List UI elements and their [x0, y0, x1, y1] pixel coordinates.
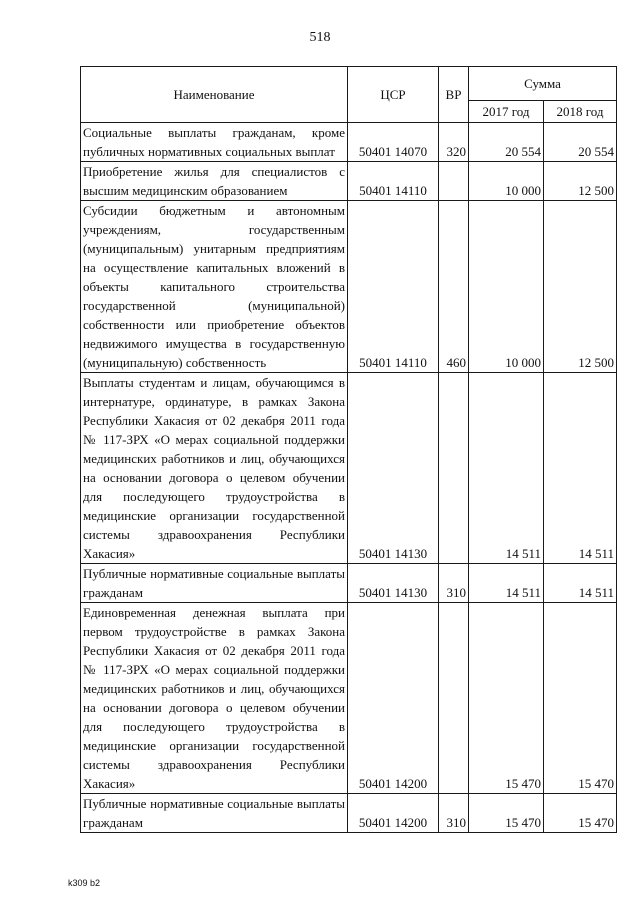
row-name: Публичные нормативные социальные выплаты гражданам — [81, 564, 348, 603]
row-sum-2017: 20 554 — [469, 123, 544, 162]
row-vr — [439, 603, 469, 794]
row-sum-2017: 14 511 — [469, 564, 544, 603]
table-row — [81, 794, 617, 833]
row-name: Публичные нормативные социальные выплаты гражданам — [81, 794, 348, 833]
header-year-2017: 2017 год — [469, 101, 544, 123]
row-vr: 310 — [439, 794, 469, 833]
row-name: Социальные выплаты гражданам, кроме публичных нормативных социальных выплат — [81, 123, 348, 162]
table-row — [81, 564, 617, 603]
row-sum-2018: 12 500 — [544, 162, 617, 201]
row-csr: 50401 14070 — [348, 123, 439, 162]
row-sum-2017: 10 000 — [469, 162, 544, 201]
row-sum-2017: 15 470 — [469, 603, 544, 794]
table-row — [81, 373, 617, 564]
row-vr — [439, 373, 469, 564]
header-csr: ЦСР — [348, 67, 439, 123]
header-sum: Сумма — [469, 67, 617, 101]
row-vr: 320 — [439, 123, 469, 162]
page-number: 518 — [309, 30, 331, 45]
row-csr: 50401 14130 — [348, 373, 439, 564]
table-row — [81, 123, 617, 162]
row-vr: 310 — [439, 564, 469, 603]
header-name: Наименование — [81, 67, 348, 123]
row-sum-2018: 20 554 — [544, 123, 617, 162]
row-sum-2018: 15 470 — [544, 603, 617, 794]
row-csr: 50401 14130 — [348, 564, 439, 603]
row-name: Субсидии бюджетным и автономным учреждениям, государственным (муниципальным) унитарным предприятиям на осуществление капитальных вложений в объекты капитального строительства государственной (муниципальной) собственности или приобретение объектов недвижимого имущества в государственную (муниципальную) собственность — [81, 201, 348, 373]
row-csr: 50401 14200 — [348, 603, 439, 794]
row-sum-2018: 14 511 — [544, 564, 617, 603]
budget-table — [80, 66, 617, 833]
footer-document-code: k309 b2 — [68, 878, 101, 888]
table-row — [81, 201, 617, 373]
row-name: Выплаты студентам и лицам, обучающимся в интернатуре, ординатуре, в рамках Закона Республики Хакасия от 02 декабря 2011 года № 117-ЗРХ «О мерах социальной поддержки медицинских работников и лиц, обучающихся на основании договора о целевом обучении для последующего трудоустройства в медицинские организации государственной системы здравоохранения Республики Хакасия» — [81, 373, 348, 564]
row-vr — [439, 162, 469, 201]
header-vr: ВР — [439, 67, 469, 123]
row-sum-2017: 14 511 — [469, 373, 544, 564]
header-row — [81, 67, 617, 101]
row-sum-2018: 12 500 — [544, 201, 617, 373]
row-csr: 50401 14110 — [348, 201, 439, 373]
row-vr: 460 — [439, 201, 469, 373]
row-sum-2017: 10 000 — [469, 201, 544, 373]
row-sum-2018: 14 511 — [544, 373, 617, 564]
row-csr: 50401 14110 — [348, 162, 439, 201]
table-row — [81, 603, 617, 794]
row-sum-2017: 15 470 — [469, 794, 544, 833]
row-csr: 50401 14200 — [348, 794, 439, 833]
row-name: Приобретение жилья для специалистов с высшим медицинским образованием — [81, 162, 348, 201]
header-year-2018: 2018 год — [544, 101, 617, 123]
table-row — [81, 162, 617, 201]
row-sum-2018: 15 470 — [544, 794, 617, 833]
row-name: Единовременная денежная выплата при первом трудоустройстве в рамках Закона Республики Хакасия от 02 декабря 2011 года № 117-ЗРХ «О мерах социальной поддержки медицинских работников и лиц, обучающихся на основании договора о целевом обучении для последующего трудоустройства в медицинские организации государственной системы здравоохранения Республики Хакасия» — [81, 603, 348, 794]
